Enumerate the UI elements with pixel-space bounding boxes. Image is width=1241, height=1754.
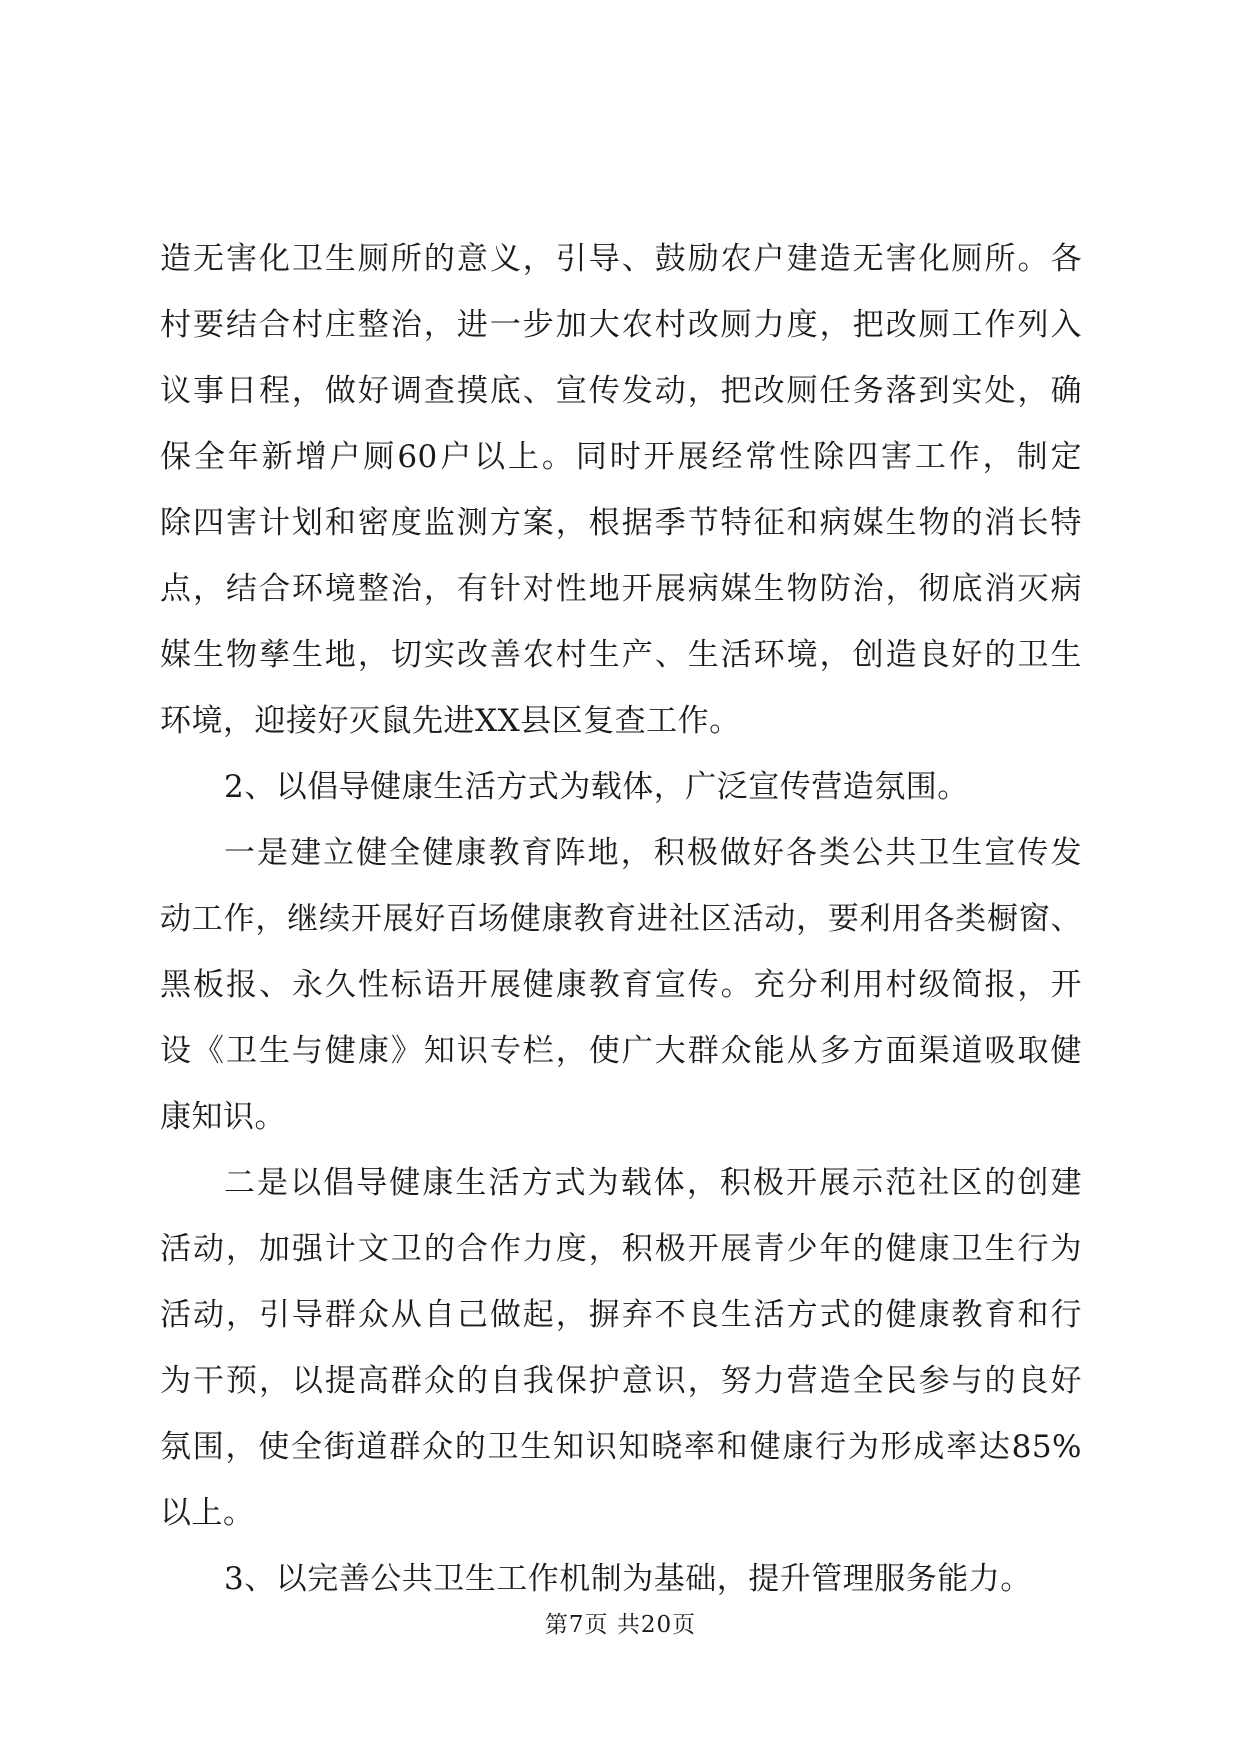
body-text [160,226,1082,1612]
text-line-13: 设《卫生与健康》知识专栏，使广大群众能从多方面渠道吸取健 [160,1033,1082,1069]
text-line-2: 村要结合村庄整治，进一步加大农村改厕力度，把改厕工作列入 [160,307,1082,343]
section-heading-3: 3、以完善公共卫生工作机制为基础，提升管理服务能力。 [224,1561,1032,1597]
text-line-12: 黑板报、永久性标语开展健康教育宣传。充分利用村级简报，开 [160,967,1082,1003]
text-line-14: 康知识。 [160,1099,286,1135]
text-line-10: 一是建立健全健康教育阵地，积极做好各类公共卫生宣传发 [224,835,1082,871]
page-number-footer: 第7页 共20页 [544,1612,697,1638]
text-line-20: 以上。 [160,1495,255,1531]
text-line-3: 议事日程，做好调查摸底、宣传发动，把改厕任务落到实处，确 [160,373,1082,409]
text-line-16: 活动，加强计文卫的合作力度，积极开展青少年的健康卫生行为 [160,1231,1082,1267]
text-line-15: 二是以倡导健康生活方式为载体，积极开展示范社区的创建 [224,1165,1082,1201]
text-line-7: 媒生物孳生地，切实改善农村生产、生活环境，创造良好的卫生 [160,637,1082,673]
text-line-8: 环境，迎接好灭鼠先进XX县区复查工作。 [160,703,741,739]
text-line-5: 除四害计划和密度监测方案，根据季节特征和病媒生物的消长特 [160,505,1082,541]
text-line-4: 保全年新增户厕60户以上。同时开展经常性除四害工作，制定 [160,439,1082,475]
text-line-17: 活动，引导群众从自己做起，摒弃不良生活方式的健康教育和行 [160,1297,1082,1333]
text-line-19: 氛围，使全街道群众的卫生知识知晓率和健康行为形成率达85% [160,1429,1082,1465]
text-line-18: 为干预，以提高群众的自我保护意识，努力营造全民参与的良好 [160,1363,1082,1399]
text-line-1: 造无害化卫生厕所的意义，引导、鼓励农户建造无害化厕所。各 [160,241,1082,277]
text-line-6: 点，结合环境整治，有针对性地开展病媒生物防治，彻底消灭病 [160,571,1082,607]
text-line-11: 动工作，继续开展好百场健康教育进社区活动，要利用各类橱窗、 [160,901,1082,937]
section-heading-2: 2、以倡导健康生活方式为载体，广泛宣传营造氛围。 [224,769,969,805]
